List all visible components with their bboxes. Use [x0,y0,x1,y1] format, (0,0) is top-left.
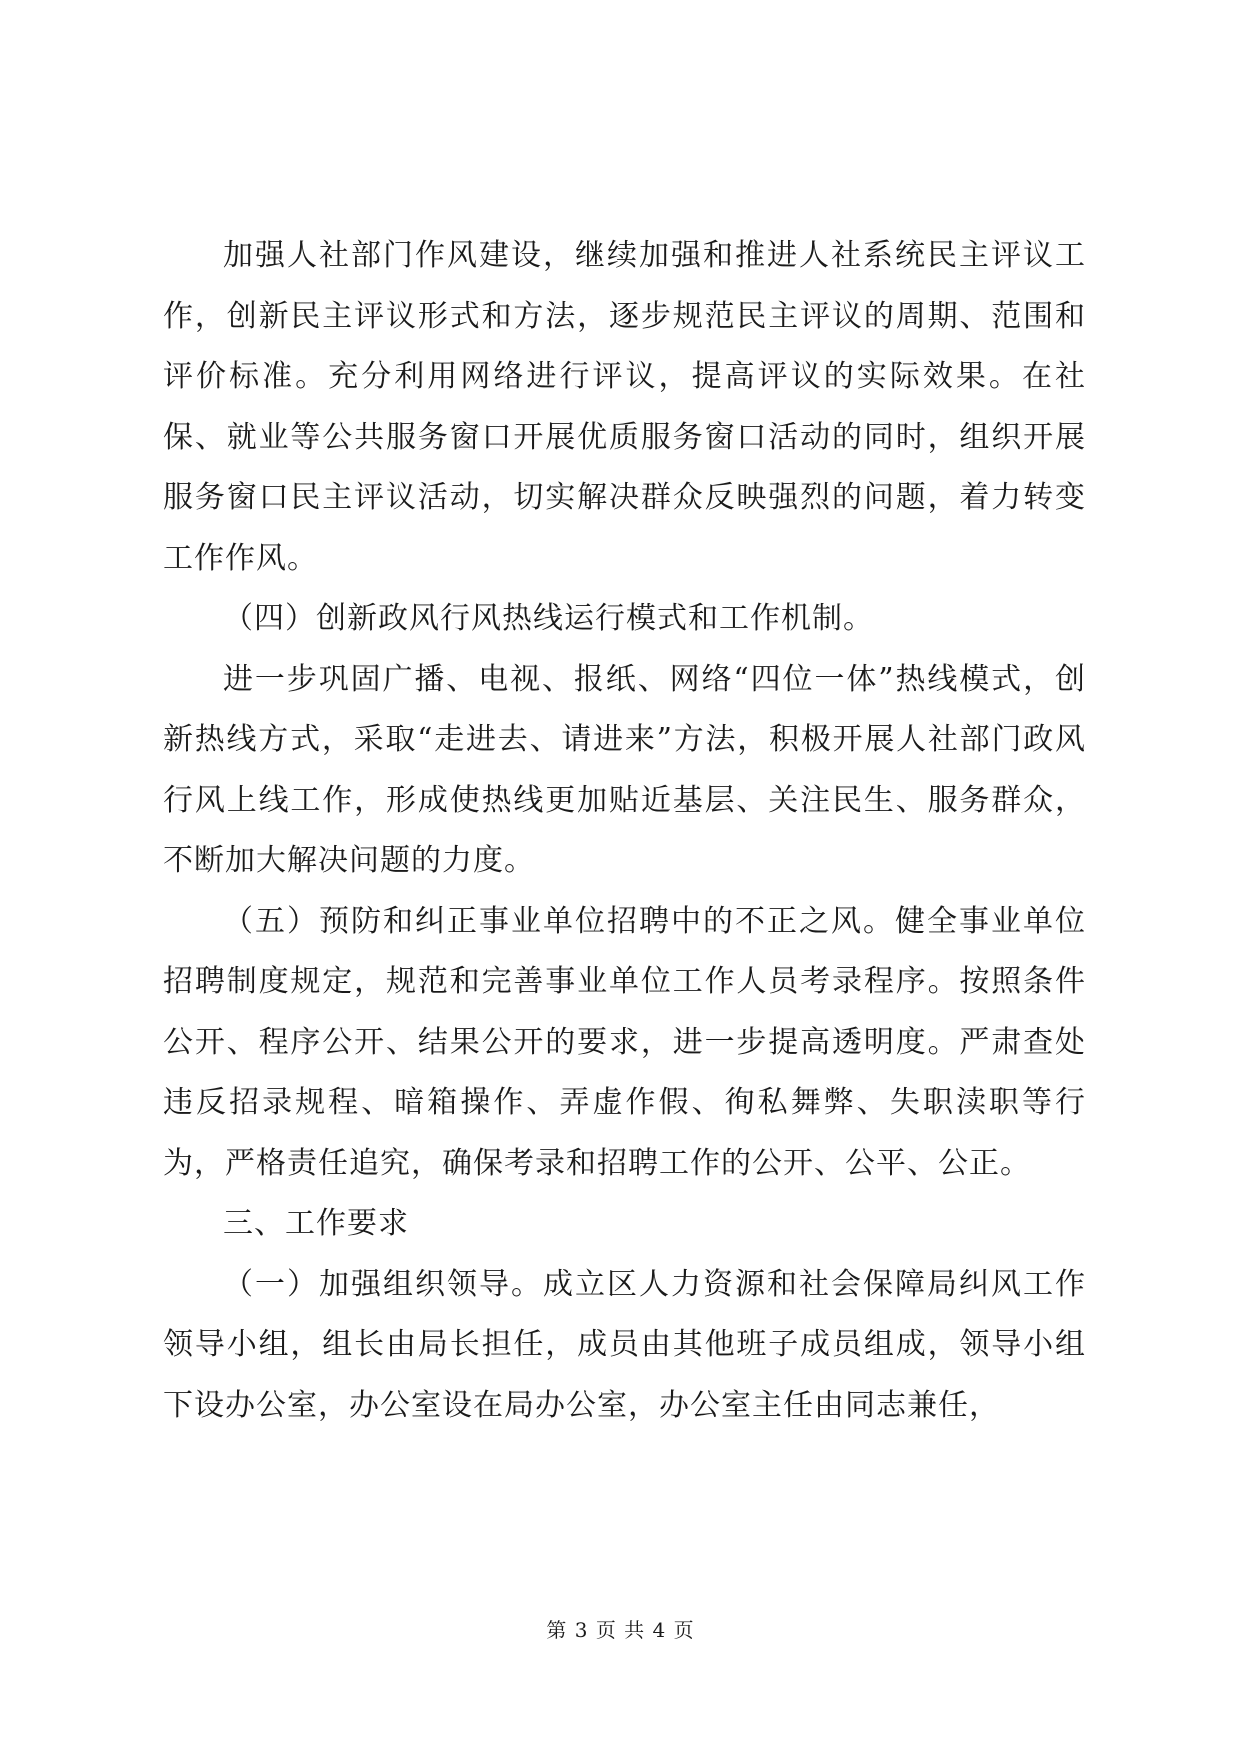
paragraph: 加强人社部门作风建设，继续加强和推进人社系统民主评议工作，创新民主评议形式和方法，逐步规范民主评议的周期、范围和评价标准。充分利用网络进行评议，提高评议的实际效果。在社保、就业等公共服务窗口开展优质服务窗口活动的同时，组织开展服务窗口民主评议活动，切实解决群众反映强烈的问题，着力转变工作作风。 [163,238,1086,576]
paragraph: 进一步巩固广播、电视、报纸、网络“四位一体”热线模式，创新热线方式，采取“走进去、请进来”方法，积极开展人社部门政风行风上线工作，形成使热线更加贴近基层、关注民生、服务群众，不断加大解决问题的力度。 [163,661,1086,878]
document-body [163,226,1086,1436]
paragraph: （五）预防和纠正事业单位招聘中的不正之风。健全事业单位招聘制度规定，规范和完善事业单位工作人员考录程序。按照条件公开、程序公开、结果公开的要求，进一步提高透明度。严肃查处违反招录规程、暗箱操作、弄虚作假、徇私舞弊、失职渎职等行为，严格责任追究，确保考录和招聘工作的公开、公平、公正。 [163,903,1086,1181]
section-heading: （四）创新政风行风热线运行模式和工作机制。 [223,601,874,636]
section-heading: 三、工作要求 [223,1206,409,1241]
page-number-footer: 第 3 页 共 4 页 [546,1618,695,1642]
paragraph: （一）加强组织领导。成立区人力资源和社会保障局纠风工作领导小组，组长由局长担任，成员由其他班子成员组成，领导小组下设办公室，办公室设在局办公室，办公室主任由同志兼任， [163,1266,1086,1423]
